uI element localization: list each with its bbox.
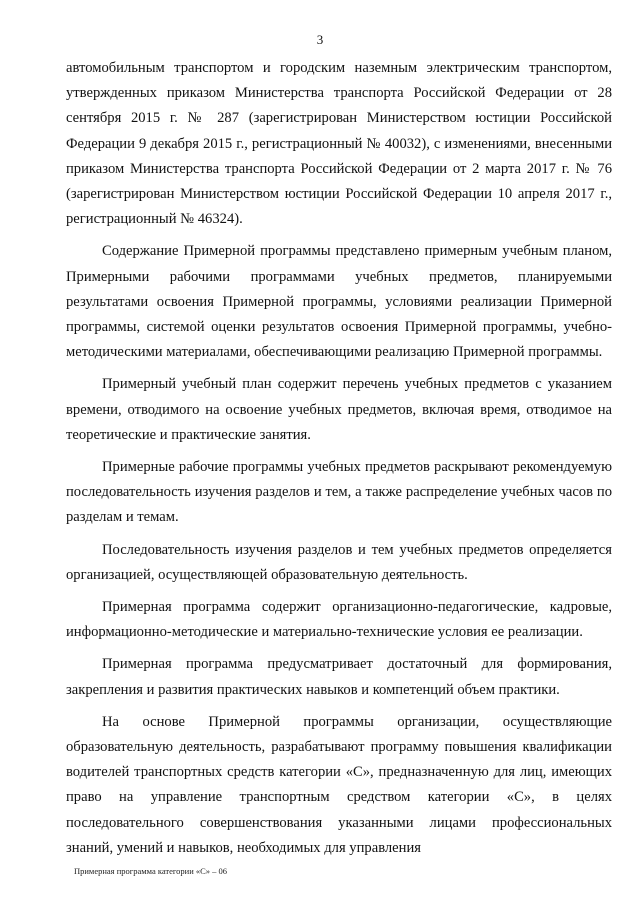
paragraph-qualification: На основе Примерной программы организации, осуществляющие образовательную деятельность, разрабатывают программу повышения квалификации водителей транспортных средств категории «С», предназначенную для лиц, имеющих право на управление транспортным средством категории «С», в целях последовательного совершенствования указанными лицами профессиональных знаний, умений и навыков, необходимых для управления [66, 713, 612, 856]
paragraph-conditions: Примерная программа содержит организационно-педагогические, кадровые, информационно-методические и материально-технические условия ее реализации. [66, 599, 612, 641]
page-footer: Примерная программа категории «С» – 06 [74, 866, 228, 876]
paragraph-practice: Примерная программа предусматривает достаточный для формирования, закрепления и развития практических навыков и компетенций объем практики. [66, 656, 612, 698]
paragraph-sequence: Последовательность изучения разделов и тем учебных предметов определяется организацией, осуществляющей образовательную деятельность. [66, 541, 612, 583]
body-text [66, 56, 612, 868]
paragraph-curriculum: Примерный учебный план содержит перечень учебных предметов с указанием времени, отводимого на освоение учебных предметов, включая время, отводимое на теоретические и практические занятия. [66, 376, 612, 443]
paragraph-work-programs: Примерные рабочие программы учебных предметов раскрывают рекомендуемую последовательность изучения разделов и тем, а также распределение учебных часов по разделам и темам. [66, 459, 612, 526]
paragraph-continuation: автомобильным транспортом и городским наземным электрическим транспортом, утвержденных приказом Министерства транспорта Российской Федерации от 28 сентября 2015 г. № 287 (зарегистрирован Министерством юстиции Российской Федерации 9 декабря 2015 г., регистрационный № 40032), с изменениями, внесенными приказом Министерства транспорта Российской Федерации от 2 марта 2017 г. № 76 (зарегистрирован Министерством юстиции Российской Федерации 10 апреля 2017 г., регистрационный № 46324). [66, 60, 612, 228]
paragraph-program-content: Содержание Примерной программы представлено примерным учебным планом, Примерными рабочими программами учебных предметов, планируемыми результатами освоения Примерной программы, условиями реализации Примерной программы, системой оценки результатов освоения Примерной программы, учебно-методическими материалами, обеспечивающими реализацию Примерной программы. [66, 243, 612, 361]
page-number: 3 [316, 32, 324, 47]
